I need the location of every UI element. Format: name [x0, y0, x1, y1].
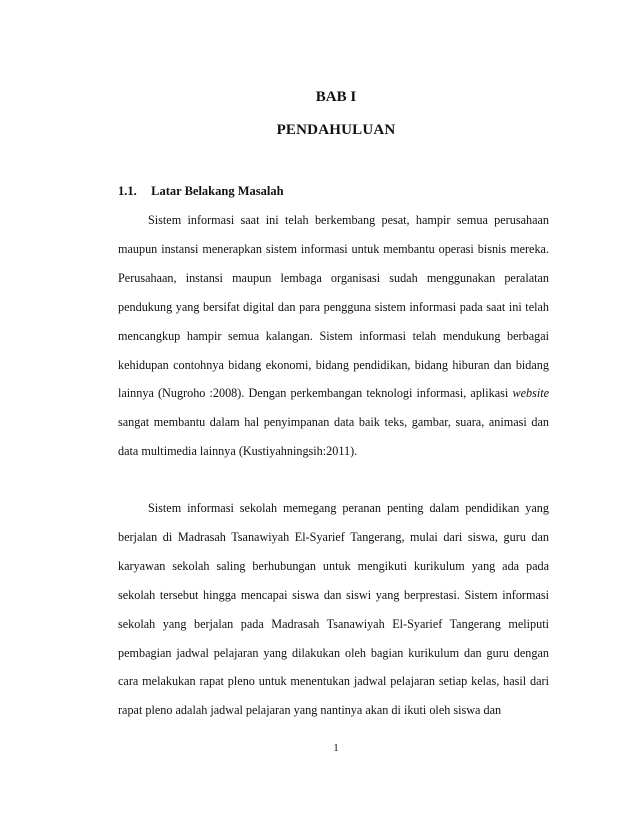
- section-title: Latar Belakang Masalah: [151, 184, 284, 198]
- chapter-title: PENDAHULUAN: [276, 122, 396, 138]
- paragraph-1: [118, 206, 549, 466]
- paragraph-2: Sistem informasi sekolah memegang peranan penting dalam pendidikan yang berjalan di Madrasah Tsanawiyah El-Syarief Tangerang, mulai dari siswa, guru dan karyawan sekolah saling berhubungan untuk mengikuti kurikulum yang ada pada sekolah tersebut hingga mencapai siswa dan siswi yang berprestasi. Sistem informasi sekolah yang berjalan pada Madrasah Tsanawiyah El-Syarief Tangerang meliputi pembagian jadwal pelajaran yang dilakukan oleh bagian kurikulum dan guru dengan cara melakukan rapat pleno untuk menentukan jadwal pelajaran setiap kelas, hasil dari rapat pleno adalah jadwal pelajaran yang nantinya akan di ikuti oleh siswa dan: [118, 501, 549, 718]
- section-heading: [118, 184, 284, 199]
- paragraph-1-text-a: Sistem informasi saat ini telah berkembang pesat, hampir semua perusahaan maupun instansi menerapkan sistem informasi untuk membantu operasi bisnis mereka. Perusahaan, instansi maupun lembaga organisasi sudah menggunakan peralatan pendukung yang bersifat digital dan para pengguna sistem informasi pada saat ini telah mencangkup hampir semua kalangan. Sistem informasi telah mendukung berbagai kehidupan contohnya bidang ekonomi, bidang pendidikan, bidang hiburan dan bidang lainnya (Nugroho :2008). Dengan perkembangan teknologi informasi, aplikasi: [118, 213, 549, 401]
- section-number: 1.1.: [118, 184, 137, 198]
- paragraph-1-text-b: sangat membantu dalam hal penyimpanan data baik teks, gambar, suara, animasi dan data multimedia lainnya (Kustiyahningsih:2011).: [118, 415, 549, 459]
- page-number: 1: [333, 742, 339, 754]
- paragraph-1-italic-term: website: [512, 386, 549, 401]
- chapter-number: BAB I: [315, 89, 357, 105]
